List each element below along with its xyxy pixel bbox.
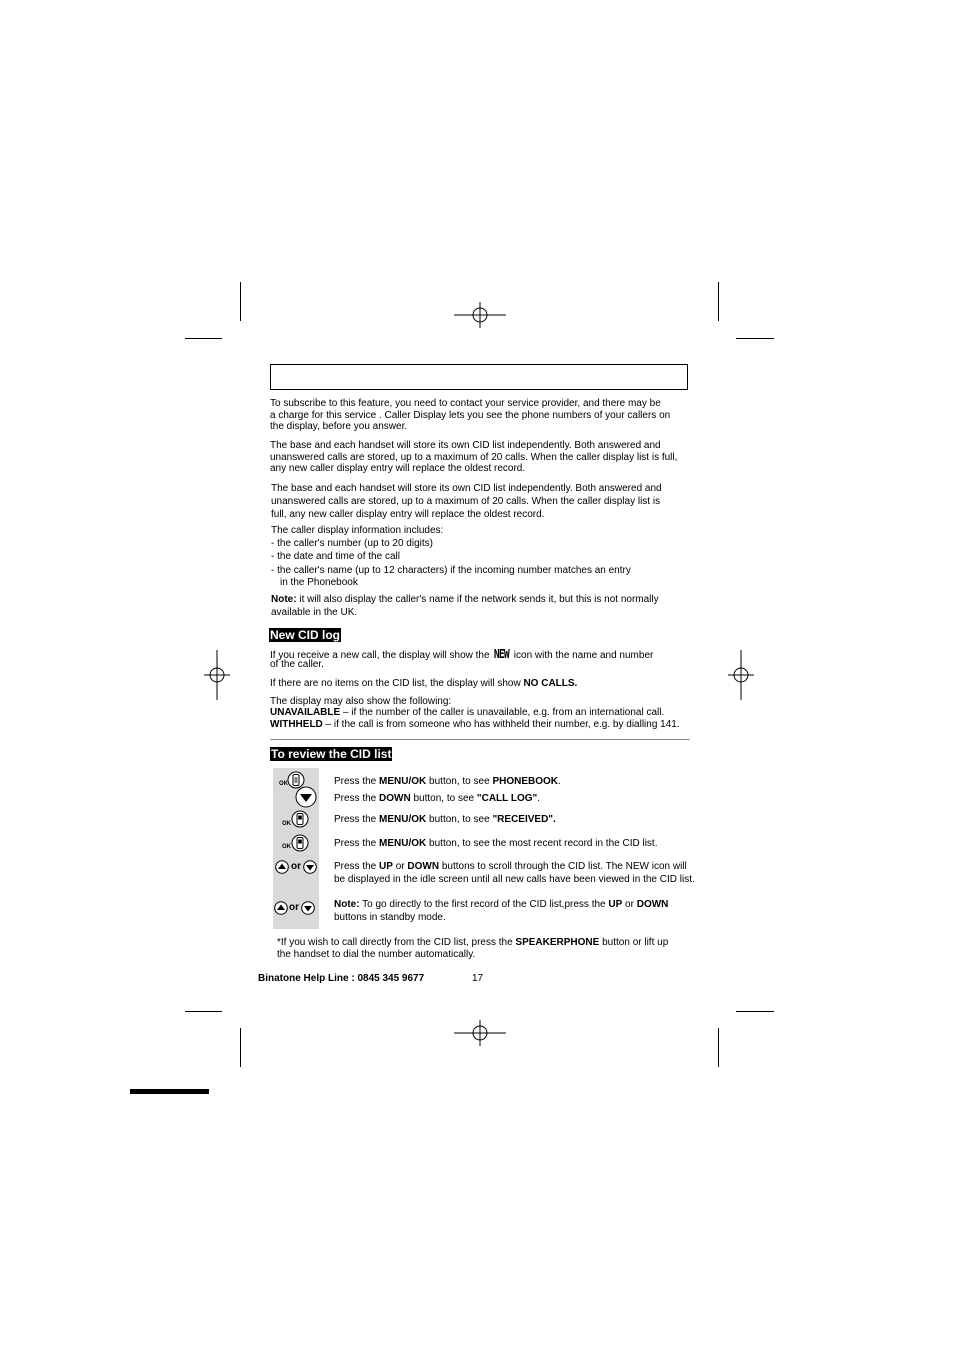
ok-label: OK [282,821,291,827]
note-text: it will also display the caller's name if the network sends it, but this is not normally [296,594,659,605]
crop-mark [240,1028,241,1067]
registration-mark-bottom [454,1020,506,1046]
down-button-icon [301,901,315,915]
step-text: Press the MENU/OK button, to see the most recent record in the CID list. [334,838,658,849]
paragraph-line: UNAVAILABLE – if the number of the caller is unavailable, e.g. from an international call. [270,707,665,718]
list-item: - the caller's number (up to 20 digits) [271,538,433,549]
step-text: be displayed in the idle screen until all new calls have been viewed in the CID list. [334,874,695,885]
paragraph-line: The base and each handset will store its own CID list independently. Both answered and [271,483,662,494]
paragraph-line: any new caller display entry will replace the oldest record. [270,463,526,474]
crop-mark [240,282,241,321]
paragraph-line: The base and each handset will store its own CID list independently. Both answered and [270,440,661,451]
crop-mark [718,282,719,321]
crop-mark [736,1011,774,1012]
menu-ok-button-icon [291,810,309,828]
registration-mark-top [454,302,506,328]
paragraph-line: unanswered calls are stored, up to a maximum of 20 calls. When the caller display list is full, [270,452,678,463]
paragraph-line: The display may also show the following: [270,696,452,707]
step-text: Press the MENU/OK button, to see "RECEIVED". [334,814,556,825]
registration-mark-right [728,650,754,700]
paragraph-line: If there are no items on the CID list, the display will show NO CALLS. [270,678,578,689]
list-item: - the caller's name (up to 12 characters) if the incoming number matches an entry [271,565,631,576]
or-label: or [289,902,299,913]
new-icon: NEW [494,647,510,661]
crop-mark [185,1011,222,1012]
up-button-icon [275,860,289,874]
paragraph-line: of the caller. [270,659,324,670]
or-label: or [291,861,301,872]
section-title-box [270,364,688,390]
page-number: 17 [472,973,484,984]
includes-intro: The caller display information includes: [271,525,444,536]
intro-line: the display, before you answer. [270,421,408,432]
crop-mark [736,338,774,339]
helpline: Binatone Help Line : 0845 345 9677 [258,973,425,984]
list-item: in the Phonebook [280,577,358,588]
menu-ok-button-icon [291,834,309,852]
up-button-icon [274,901,288,915]
paragraph-line: WITHHELD – if the call is from someone who has withheld their number, e.g. by dialling 141. [270,719,680,730]
crop-mark [185,338,222,339]
crop-mark [718,1028,719,1067]
ok-label: OK [282,844,291,850]
paragraph-line: unanswered calls are stored, up to a maximum of 20 calls. When the caller display list is [271,496,661,507]
registration-mark-left [204,650,230,700]
list-item: - the date and time of the call [271,551,400,562]
page-edge-bar [130,1089,209,1094]
heading-new-cid-log: New CID log [270,628,341,642]
down-button-icon [295,786,317,808]
step-text: Press the DOWN button, to see "CALL LOG". [334,793,541,804]
step-text: Press the MENU/OK button, to see PHONEBOOK. [334,776,561,787]
footnote: *If you wish to call directly from the CID list, press the SPEAKERPHONE button or lift up [277,937,669,948]
step-text: Note: To go directly to the first record of the CID list,press the UP or DOWN [334,899,669,910]
paragraph-line: full, any new caller display entry will replace the oldest record. [271,509,545,520]
heading-review-cid-list: To review the CID list [271,747,392,761]
divider [270,739,690,740]
intro-line: To subscribe to this feature, you need to contact your service provider, and there may be [270,398,661,409]
ok-label: OK [279,781,288,787]
note [271,594,659,607]
step-text: buttons in standby mode. [334,912,446,923]
footnote-line: the handset to dial the number automatically. [277,949,476,960]
intro-line: a charge for this service . Caller Display lets you see the phone numbers of your callers on [270,410,671,421]
step-text: Press the UP or DOWN buttons to scroll through the CID list. The NEW icon will [334,861,687,872]
note-label: Note: [271,594,297,605]
paragraph-line: If you receive a new call, the display will show the NEW icon with the name and number [270,647,654,661]
note-line: available in the UK. [271,607,358,618]
down-button-icon [303,860,317,874]
